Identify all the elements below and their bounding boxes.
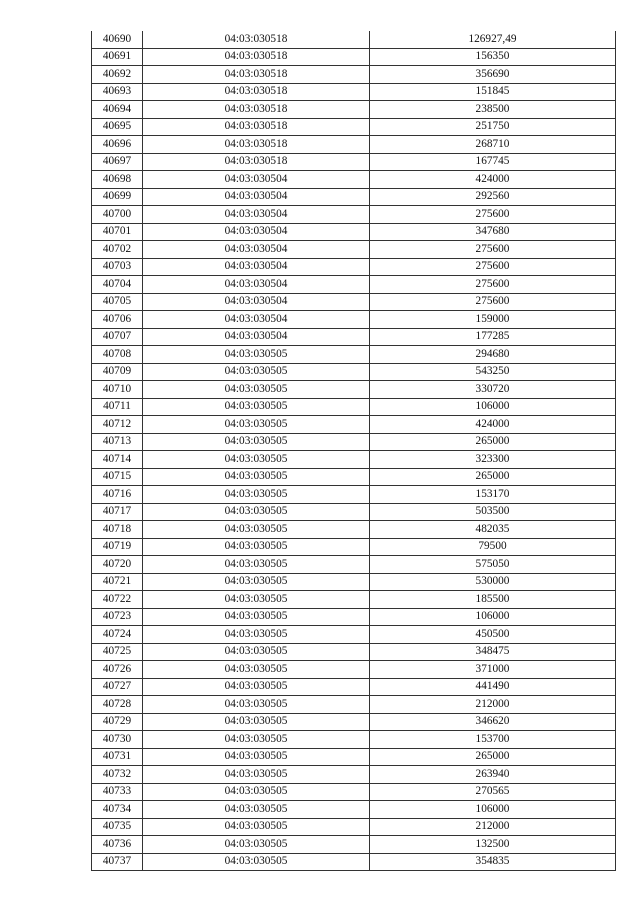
amount-cell: 503500	[370, 503, 616, 521]
row-number-cell: 40690	[92, 31, 143, 48]
table-row	[92, 31, 616, 48]
cadastral-code-cell: 04:03:030504	[143, 293, 370, 311]
cadastral-code-cell: 04:03:030504	[143, 258, 370, 276]
amount-cell: 212000	[370, 696, 616, 714]
cadastral-code-cell: 04:03:030505	[143, 556, 370, 574]
table-row	[92, 468, 616, 486]
cadastral-code-cell: 04:03:030504	[143, 276, 370, 294]
amount-cell: 424000	[370, 171, 616, 189]
cadastral-code-cell: 04:03:030504	[143, 311, 370, 329]
amount-cell: 270565	[370, 783, 616, 801]
cadastral-code-cell: 04:03:030505	[143, 468, 370, 486]
row-number-cell: 40726	[92, 661, 143, 679]
row-number-cell: 40729	[92, 713, 143, 731]
row-number-cell: 40701	[92, 223, 143, 241]
row-number-cell: 40718	[92, 521, 143, 539]
cadastral-code-cell: 04:03:030518	[143, 83, 370, 101]
row-number-cell: 40731	[92, 748, 143, 766]
table-row	[92, 608, 616, 626]
row-number-cell: 40713	[92, 433, 143, 451]
table-row	[92, 311, 616, 329]
table-row	[92, 101, 616, 119]
amount-cell: 265000	[370, 433, 616, 451]
amount-cell: 238500	[370, 101, 616, 119]
table-row	[92, 363, 616, 381]
row-number-cell: 40704	[92, 276, 143, 294]
row-number-cell: 40730	[92, 731, 143, 749]
row-number-cell: 40714	[92, 451, 143, 469]
row-number-cell: 40715	[92, 468, 143, 486]
row-number-cell: 40727	[92, 678, 143, 696]
amount-cell: 185500	[370, 591, 616, 609]
table-row	[92, 328, 616, 346]
row-number-cell: 40737	[92, 853, 143, 871]
table-row	[92, 836, 616, 854]
cadastral-code-cell: 04:03:030505	[143, 818, 370, 836]
row-number-cell: 40717	[92, 503, 143, 521]
amount-cell: 265000	[370, 748, 616, 766]
row-number-cell: 40721	[92, 573, 143, 591]
row-number-cell: 40703	[92, 258, 143, 276]
row-number-cell: 40734	[92, 801, 143, 819]
amount-cell: 275600	[370, 206, 616, 224]
cadastral-code-cell: 04:03:030505	[143, 766, 370, 784]
row-number-cell: 40720	[92, 556, 143, 574]
row-number-cell: 40736	[92, 836, 143, 854]
amount-cell: 356690	[370, 66, 616, 84]
amount-cell: 354835	[370, 853, 616, 871]
cadastral-code-cell: 04:03:030505	[143, 608, 370, 626]
cadastral-code-cell: 04:03:030505	[143, 696, 370, 714]
row-number-cell: 40693	[92, 83, 143, 101]
table-row	[92, 381, 616, 399]
cadastral-code-cell: 04:03:030505	[143, 801, 370, 819]
amount-cell: 294680	[370, 346, 616, 364]
row-number-cell: 40732	[92, 766, 143, 784]
amount-cell: 79500	[370, 538, 616, 556]
row-number-cell: 40735	[92, 818, 143, 836]
table-row	[92, 626, 616, 644]
row-number-cell: 40708	[92, 346, 143, 364]
cadastral-code-cell: 04:03:030518	[143, 31, 370, 48]
amount-cell: 543250	[370, 363, 616, 381]
row-number-cell: 40700	[92, 206, 143, 224]
cadastral-code-cell: 04:03:030505	[143, 346, 370, 364]
amount-cell: 346620	[370, 713, 616, 731]
row-number-cell: 40719	[92, 538, 143, 556]
cadastral-code-cell: 04:03:030505	[143, 661, 370, 679]
amount-cell: 159000	[370, 311, 616, 329]
table-row	[92, 783, 616, 801]
amount-cell: 268710	[370, 136, 616, 154]
row-number-cell: 40702	[92, 241, 143, 259]
cadastral-code-cell: 04:03:030505	[143, 451, 370, 469]
cadastral-code-cell: 04:03:030505	[143, 398, 370, 416]
row-number-cell: 40696	[92, 136, 143, 154]
cadastral-code-cell: 04:03:030505	[143, 591, 370, 609]
table-row	[92, 486, 616, 504]
row-number-cell: 40712	[92, 416, 143, 434]
amount-cell: 575050	[370, 556, 616, 574]
table-row	[92, 48, 616, 66]
cadastral-code-cell: 04:03:030505	[143, 486, 370, 504]
table-row	[92, 153, 616, 171]
row-number-cell: 40697	[92, 153, 143, 171]
table-row	[92, 503, 616, 521]
table-row	[92, 748, 616, 766]
table-row	[92, 293, 616, 311]
table-row	[92, 451, 616, 469]
table-row	[92, 801, 616, 819]
registry-table	[91, 31, 616, 871]
cadastral-code-cell: 04:03:030505	[143, 783, 370, 801]
table-row	[92, 188, 616, 206]
cadastral-code-cell: 04:03:030518	[143, 153, 370, 171]
registry-table-body	[92, 31, 616, 871]
amount-cell: 292560	[370, 188, 616, 206]
table-row	[92, 223, 616, 241]
cadastral-code-cell: 04:03:030504	[143, 328, 370, 346]
cadastral-code-cell: 04:03:030518	[143, 136, 370, 154]
amount-cell: 132500	[370, 836, 616, 854]
amount-cell: 275600	[370, 258, 616, 276]
amount-cell: 441490	[370, 678, 616, 696]
row-number-cell: 40691	[92, 48, 143, 66]
row-number-cell: 40724	[92, 626, 143, 644]
table-row	[92, 83, 616, 101]
amount-cell: 153170	[370, 486, 616, 504]
row-number-cell: 40707	[92, 328, 143, 346]
amount-cell: 482035	[370, 521, 616, 539]
table-row	[92, 818, 616, 836]
amount-cell: 126927,49	[370, 31, 616, 48]
cadastral-code-cell: 04:03:030505	[143, 626, 370, 644]
cadastral-code-cell: 04:03:030518	[143, 66, 370, 84]
row-number-cell: 40725	[92, 643, 143, 661]
amount-cell: 106000	[370, 801, 616, 819]
cadastral-code-cell: 04:03:030505	[143, 538, 370, 556]
cadastral-code-cell: 04:03:030518	[143, 118, 370, 136]
amount-cell: 251750	[370, 118, 616, 136]
cadastral-code-cell: 04:03:030518	[143, 48, 370, 66]
table-row	[92, 661, 616, 679]
amount-cell: 106000	[370, 608, 616, 626]
table-row	[92, 416, 616, 434]
row-number-cell: 40695	[92, 118, 143, 136]
amount-cell: 265000	[370, 468, 616, 486]
cadastral-code-cell: 04:03:030505	[143, 521, 370, 539]
table-row	[92, 713, 616, 731]
row-number-cell: 40723	[92, 608, 143, 626]
cadastral-code-cell: 04:03:030504	[143, 171, 370, 189]
row-number-cell: 40706	[92, 311, 143, 329]
table-row	[92, 346, 616, 364]
cadastral-code-cell: 04:03:030505	[143, 643, 370, 661]
row-number-cell: 40733	[92, 783, 143, 801]
cadastral-code-cell: 04:03:030505	[143, 433, 370, 451]
table-row	[92, 696, 616, 714]
table-row	[92, 136, 616, 154]
table-row	[92, 206, 616, 224]
table-row	[92, 276, 616, 294]
amount-cell: 151845	[370, 83, 616, 101]
amount-cell: 347680	[370, 223, 616, 241]
amount-cell: 106000	[370, 398, 616, 416]
table-row	[92, 521, 616, 539]
table-row	[92, 643, 616, 661]
amount-cell: 275600	[370, 276, 616, 294]
cadastral-code-cell: 04:03:030505	[143, 748, 370, 766]
amount-cell: 156350	[370, 48, 616, 66]
amount-cell: 167745	[370, 153, 616, 171]
row-number-cell: 40705	[92, 293, 143, 311]
cadastral-code-cell: 04:03:030505	[143, 731, 370, 749]
row-number-cell: 40699	[92, 188, 143, 206]
cadastral-code-cell: 04:03:030505	[143, 713, 370, 731]
cadastral-code-cell: 04:03:030505	[143, 573, 370, 591]
amount-cell: 330720	[370, 381, 616, 399]
table-row	[92, 258, 616, 276]
table-row	[92, 853, 616, 871]
table-row	[92, 171, 616, 189]
amount-cell: 212000	[370, 818, 616, 836]
amount-cell: 153700	[370, 731, 616, 749]
table-row	[92, 66, 616, 84]
row-number-cell: 40698	[92, 171, 143, 189]
table-row	[92, 433, 616, 451]
row-number-cell: 40711	[92, 398, 143, 416]
row-number-cell: 40728	[92, 696, 143, 714]
cadastral-code-cell: 04:03:030505	[143, 678, 370, 696]
table-row	[92, 573, 616, 591]
table-row	[92, 241, 616, 259]
amount-cell: 371000	[370, 661, 616, 679]
cadastral-code-cell: 04:03:030505	[143, 836, 370, 854]
cadastral-code-cell: 04:03:030504	[143, 188, 370, 206]
cadastral-code-cell: 04:03:030504	[143, 241, 370, 259]
cadastral-code-cell: 04:03:030505	[143, 416, 370, 434]
cadastral-code-cell: 04:03:030504	[143, 206, 370, 224]
cadastral-code-cell: 04:03:030504	[143, 223, 370, 241]
row-number-cell: 40710	[92, 381, 143, 399]
cadastral-code-cell: 04:03:030505	[143, 503, 370, 521]
cadastral-code-cell: 04:03:030505	[143, 363, 370, 381]
amount-cell: 275600	[370, 241, 616, 259]
table-row	[92, 556, 616, 574]
row-number-cell: 40709	[92, 363, 143, 381]
table-row	[92, 591, 616, 609]
table-row	[92, 678, 616, 696]
row-number-cell: 40722	[92, 591, 143, 609]
table-row	[92, 398, 616, 416]
table-row	[92, 538, 616, 556]
amount-cell: 323300	[370, 451, 616, 469]
amount-cell: 424000	[370, 416, 616, 434]
amount-cell: 275600	[370, 293, 616, 311]
amount-cell: 530000	[370, 573, 616, 591]
row-number-cell: 40694	[92, 101, 143, 119]
row-number-cell: 40692	[92, 66, 143, 84]
row-number-cell: 40716	[92, 486, 143, 504]
amount-cell: 263940	[370, 766, 616, 784]
amount-cell: 450500	[370, 626, 616, 644]
amount-cell: 177285	[370, 328, 616, 346]
table-row	[92, 731, 616, 749]
amount-cell: 348475	[370, 643, 616, 661]
cadastral-code-cell: 04:03:030505	[143, 381, 370, 399]
table-row	[92, 118, 616, 136]
cadastral-code-cell: 04:03:030518	[143, 101, 370, 119]
cadastral-code-cell: 04:03:030505	[143, 853, 370, 871]
table-row	[92, 766, 616, 784]
